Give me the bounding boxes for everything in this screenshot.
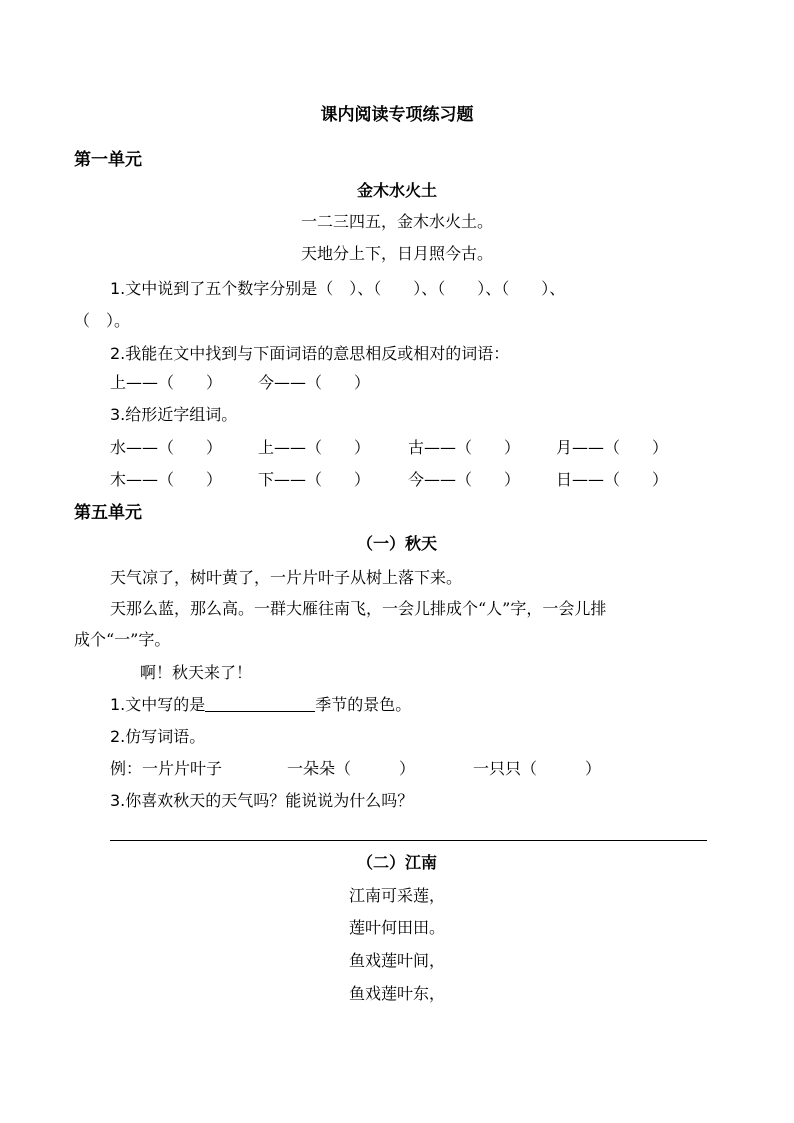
unit1-question-3: 3.给形近字组词。	[110, 405, 238, 424]
answer-line[interactable]	[110, 840, 707, 841]
page-title: 课内阅读专项练习题	[320, 105, 474, 125]
fill-in-blank[interactable]	[205, 711, 315, 712]
answer-item: 上——（ ）	[258, 438, 371, 457]
passage1-question-1: 1.文中写的是 季节的景色。	[110, 695, 412, 714]
answer-item: 上——（ ）	[110, 373, 223, 392]
answer-item: 木——（ ）	[110, 470, 223, 489]
unit1-poem-title: 金木水火土	[356, 181, 437, 200]
passage1-line: 啊！秋天来了！	[140, 663, 253, 682]
unit1-poem-line: 一二三四五，金木水火土。	[300, 212, 493, 231]
passage2-title: （二）江南	[356, 853, 437, 872]
answer-item: 月——（ ）	[556, 438, 669, 457]
unit1-question-1: 1.文中说到了五个数字分别是（ ）、（ ）、（ ）、（ ）、	[110, 279, 566, 298]
answer-item: 今——（ ）	[408, 470, 521, 489]
unit1-heading: 第一单元	[74, 150, 142, 170]
passage2-line: 莲叶何田田。	[348, 918, 445, 937]
passage1-line: 天气凉了，树叶黄了，一片片叶子从树上落下来。	[110, 568, 463, 587]
passage1-question-3: 3.你喜欢秋天的天气吗？能说说为什么吗？	[110, 791, 414, 810]
answer-item: 古——（ ）	[408, 438, 521, 457]
answer-item: 一只只（ ）	[473, 759, 602, 778]
answer-item: 今——（ ）	[258, 373, 371, 392]
passage1-line: 成个“一”字。	[74, 630, 171, 649]
passage2-line: 江南可采莲，	[348, 886, 445, 905]
passage1-question-2: 2.仿写词语。	[110, 727, 206, 746]
example-item: 例：一片片叶子	[110, 759, 223, 778]
unit1-poem-line: 天地分上下，日月照今古。	[300, 244, 493, 263]
passage1-title: （一）秋天	[356, 534, 437, 553]
answer-item: 下——（ ）	[258, 470, 371, 489]
answer-item: 一朵朵（ ）	[287, 759, 416, 778]
answer-item: 日——（ ）	[556, 470, 669, 489]
passage2-line: 鱼戏莲叶东，	[348, 984, 445, 1003]
unit5-heading: 第五单元	[74, 503, 142, 523]
passage2-line: 鱼戏莲叶间，	[348, 951, 445, 970]
unit1-question-2: 2.我能在文中找到与下面词语的意思相反或相对的词语：	[110, 344, 510, 363]
answer-item: 水——（ ）	[110, 438, 223, 457]
unit1-question-1-cont: （ ）。	[74, 311, 131, 330]
passage1-line: 天那么蓝，那么高。一群大雁往南飞，一会儿排成个“人”字，一会儿排	[110, 599, 607, 618]
